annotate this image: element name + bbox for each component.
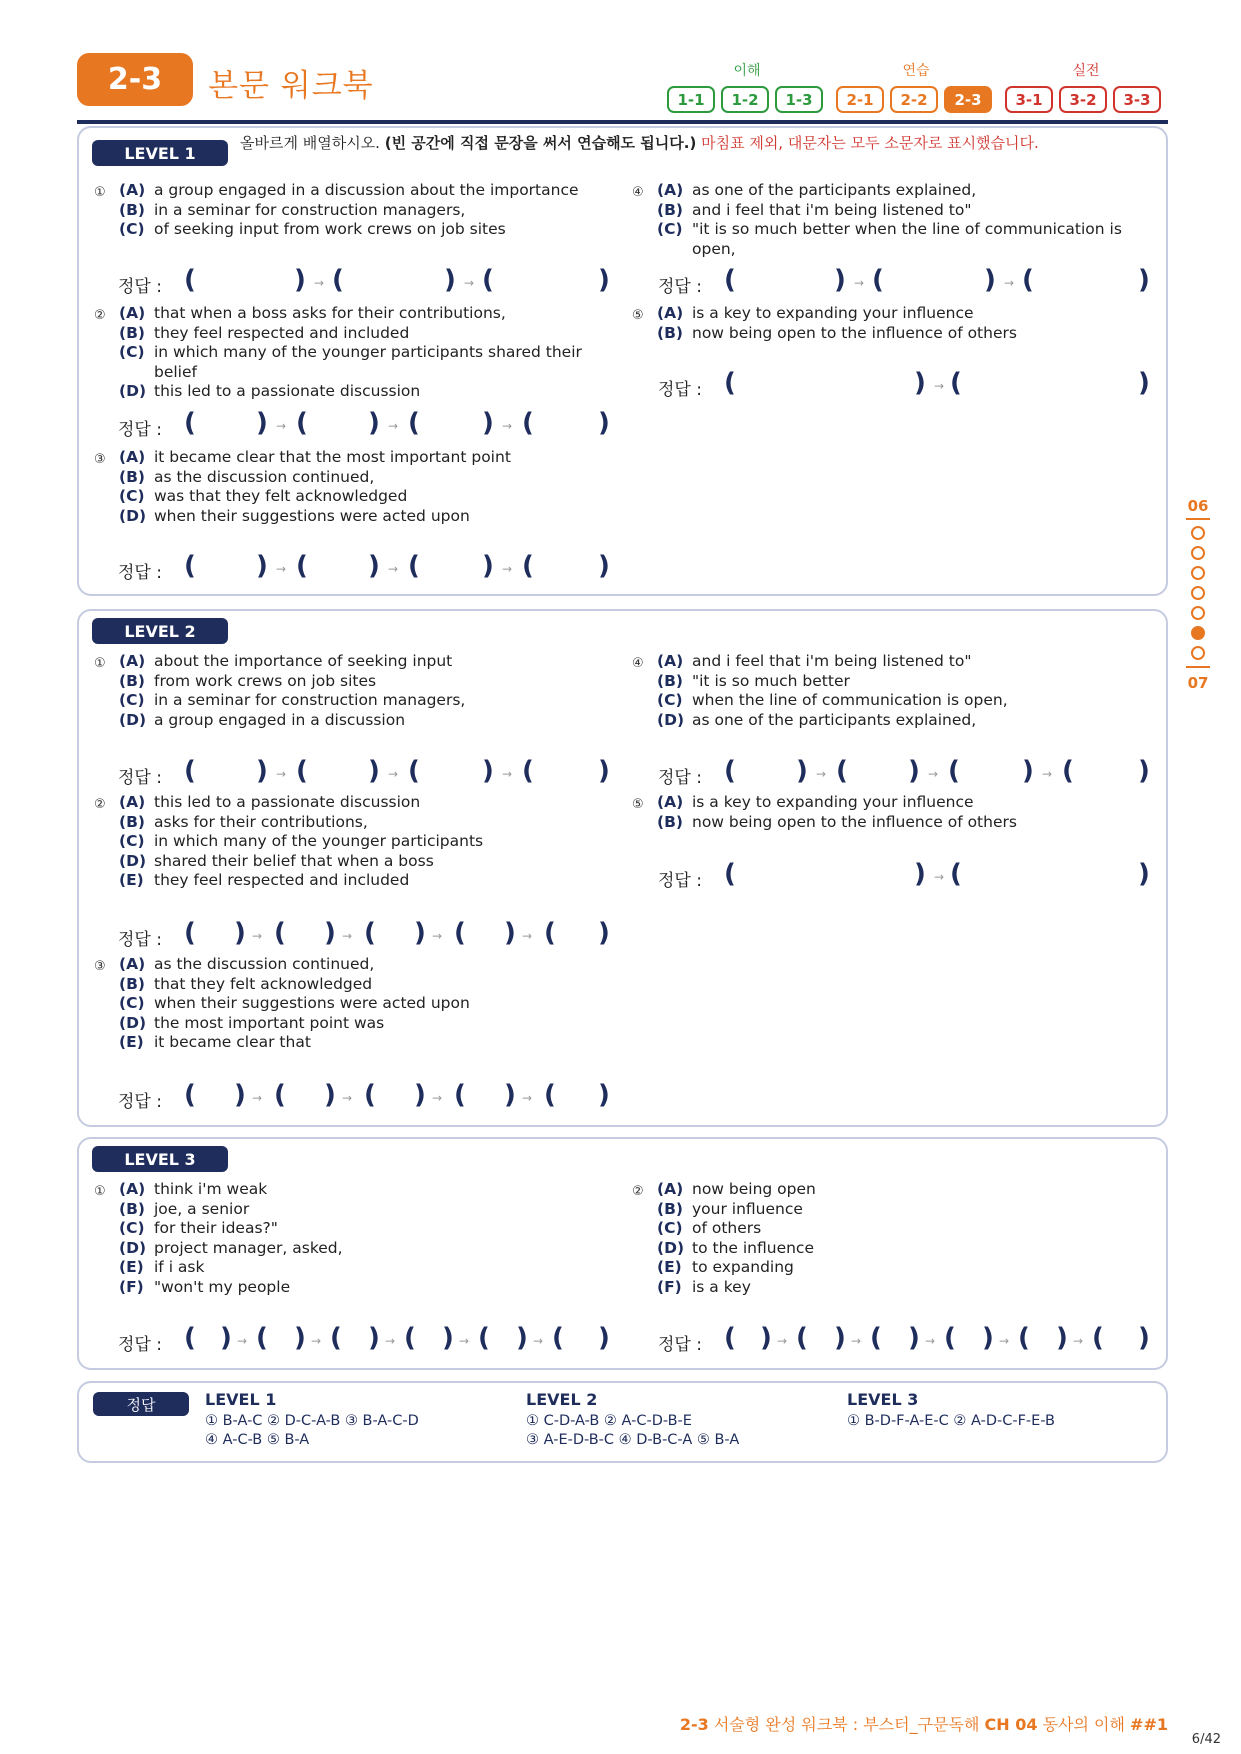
level3-question-1: ① (A) think i'm weak (B) joe, a senior (C) for their ideas?" (D) project manager, asked, (E) if i ask (F) "won't my people xyxy=(94,1180,343,1296)
level2-badge: LEVEL 2 xyxy=(92,618,228,644)
level1-answer-1[interactable]: 정답 : ( ) → ( ) → ( ) xyxy=(118,265,610,297)
level2-question-1: ① (A) about the importance of seeking input (B) from work crews on job sites (C) in a seminar for construction managers, (D) a group engaged in a discussion xyxy=(94,652,466,729)
level2-answer-1[interactable]: 정답 : ( ) → ( ) → ( ) → ( ) xyxy=(118,756,610,788)
nav-tab-3-1[interactable]: 3-1 xyxy=(1005,86,1053,113)
level2-answer-3[interactable]: 정답 : ( ) → ( ) → ( ) → ( ) → ( ) xyxy=(118,1080,610,1112)
level1-question-3: ③ (A) it became clear that the most important point (B) as the discussion continued, (C) was that they felt acknowledged (D) when their suggestions were acted upon xyxy=(94,448,511,525)
level3-answer-2[interactable]: 정답 : ( ) → ( ) → ( ) → ( ) → ( ) → ( ) xyxy=(658,1323,1150,1355)
progress-dot[interactable] xyxy=(1191,526,1205,540)
level1-question-4: ④ (A) as one of the participants explained, (B) and i feel that i'm being listened to" (C) "it is so much better when the line of communication is open, xyxy=(632,181,1122,258)
page-number: 6/42 xyxy=(1191,1732,1221,1747)
progress-dot[interactable] xyxy=(1191,566,1205,580)
nav-caption-understand: 이해 xyxy=(733,63,761,79)
nav-tab-1-3[interactable]: 1-3 xyxy=(775,86,823,113)
progress-dot[interactable] xyxy=(1191,546,1205,560)
nav-tab-2-3[interactable]: 2-3 xyxy=(944,86,992,113)
level1-answer-2[interactable]: 정답 : ( ) → ( ) → ( ) → ( ) xyxy=(118,408,610,440)
level1-answer-3[interactable]: 정답 : ( ) → ( ) → ( ) → ( ) xyxy=(118,551,610,583)
level3-badge: LEVEL 3 xyxy=(92,1146,228,1172)
level2-question-4: ④ (A) and i feel that i'm being listened to" (B) "it is so much better (C) when the line of communication is open, (D) as one of the participants explained, xyxy=(632,652,1008,729)
level1-answer-4[interactable]: 정답 : ( ) → ( ) → ( ) xyxy=(658,265,1150,297)
page-footer: 2-3 서술형 완성 워크북 : 부스터_구문독해 CH 04 동사의 이해 ##1 xyxy=(679,1715,1168,1734)
chapter-end-number: 07 xyxy=(1187,674,1209,692)
level1-badge: LEVEL 1 xyxy=(92,140,228,166)
answer-key-level1: LEVEL 1 ① B-A-C ② D-C-A-B ③ B-A-C-D ④ A-C-B ⑤ B-A xyxy=(205,1390,419,1448)
header-divider xyxy=(77,120,1168,124)
answer-key-level3: LEVEL 3 ① B-D-F-A-E-C ② A-D-C-F-E-B xyxy=(847,1390,1055,1429)
level2-answer-2[interactable]: 정답 : ( ) → ( ) → ( ) → ( ) → ( ) xyxy=(118,918,610,950)
answer-key-badge: 정답 xyxy=(93,1392,189,1416)
nav-tab-2-2[interactable]: 2-2 xyxy=(890,86,938,113)
level2-question-5: ⑤ (A) is a key to expanding your influence (B) now being open to the influence of others xyxy=(632,793,1017,831)
level1-answer-5[interactable]: 정답 : ( ) → ( ) xyxy=(658,368,1150,400)
level1-question-1: ① (A) a group engaged in a discussion about the importance (B) in a seminar for construction managers, (C) of seeking input from work crews on job sites xyxy=(94,181,579,238)
nav-caption-practice: 연습 xyxy=(902,63,930,79)
level2-answer-4[interactable]: 정답 : ( ) → ( ) → ( ) → ( ) xyxy=(658,756,1150,788)
progress-dot[interactable] xyxy=(1191,606,1205,620)
level2-answer-5[interactable]: 정답 : ( ) → ( ) xyxy=(658,859,1150,891)
level1-question-2: ② (A) that when a boss asks for their contributions, (B) they feel respected and included (C) in which many of the younger participants shared their belief (D) this led to a passionate discussion xyxy=(94,304,582,400)
nav-tab-2-1[interactable]: 2-1 xyxy=(836,86,884,113)
progress-dot[interactable] xyxy=(1191,586,1205,600)
progress-dot[interactable] xyxy=(1191,646,1205,660)
level2-question-3: ③ (A) as the discussion continued, (B) that they felt acknowledged (C) when their suggestions were acted upon (D) the most important point was (E) it became clear that xyxy=(94,955,470,1051)
level2-question-2: ② (A) this led to a passionate discussion (B) asks for their contributions, (C) in which many of the younger participants (D) shared their belief that when a boss (E) they feel respected and included xyxy=(94,793,484,889)
chapter-start-number: 06 xyxy=(1187,497,1209,515)
chapter-progress-nav xyxy=(1186,497,1210,692)
progress-dot-current[interactable] xyxy=(1191,626,1205,640)
nav-tab-1-1[interactable]: 1-1 xyxy=(667,86,715,113)
level1-question-5: ⑤ (A) is a key to expanding your influence (B) now being open to the influence of others xyxy=(632,304,1017,342)
section-badge: 2-3 xyxy=(77,53,193,106)
nav-tab-3-2[interactable]: 3-2 xyxy=(1059,86,1107,113)
nav-tab-1-2[interactable]: 1-2 xyxy=(721,86,769,113)
answer-key-level2: LEVEL 2 ① C-D-A-B ② A-C-D-B-E ③ A-E-D-B-C ④ D-B-C-A ⑤ B-A xyxy=(526,1390,740,1448)
page-title: 본문 워크북 xyxy=(208,68,374,104)
nav-caption-real: 실전 xyxy=(1072,63,1100,79)
instruction-text: 올바르게 배열하시오. (빈 공간에 직접 문장을 써서 연습해도 됩니다.) 마침표 제외, 대문자는 모두 소문자로 표시했습니다. xyxy=(240,134,1039,152)
level3-question-2: ② (A) now being open (B) your influence (C) of others (D) to the influence (E) to expanding (F) is a key xyxy=(632,1180,816,1296)
level3-answer-1[interactable]: 정답 : ( ) → ( ) → ( ) → ( ) → ( ) → ( ) xyxy=(118,1323,610,1355)
nav-tab-3-3[interactable]: 3-3 xyxy=(1113,86,1161,113)
